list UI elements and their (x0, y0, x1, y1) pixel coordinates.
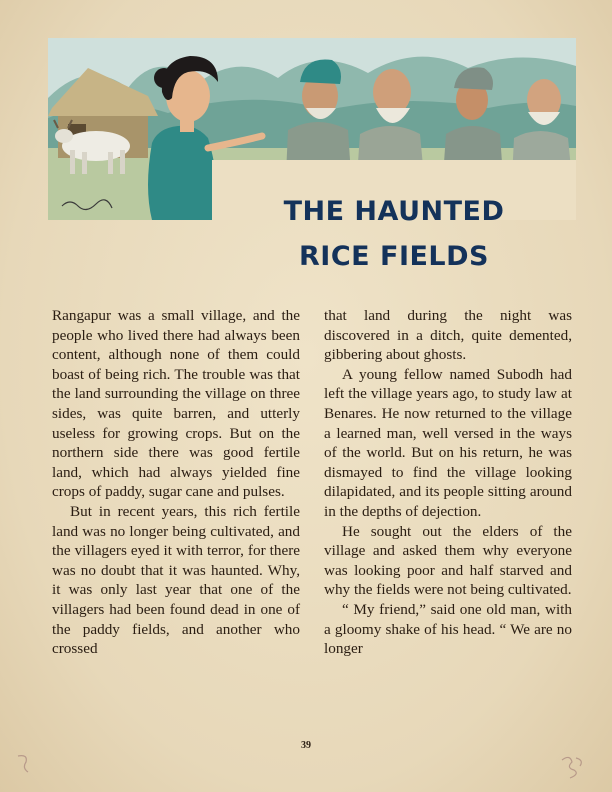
pencil-mark-icon (556, 752, 586, 782)
paragraph: A young fellow named Subodh had left the village years ago, to study law at Benares. He now returned to the village a learned man, well versed in the ways of the world. But on his return, he was dismayed to find the village looking dilapidated, and its people sitting around in the depths of dejection. (324, 365, 572, 520)
paragraph: He sought out the elders of the village and asked them why everyone was looking poor and half starved and why the fields were not being cultivated. (324, 522, 572, 599)
paragraph: But in recent years, this rich fertile land was no longer being cultivated, and the villagers eyed it with terror, for there was no doubt that it was haunted. Why, it was only last year that one of the villagers had been found dead in one of the paddy fields, and another who crossed (52, 502, 300, 658)
page-number: 39 (301, 740, 311, 751)
paragraph: that land during the night was discovered in a ditch, quite demented, gibbering about ghosts. (324, 307, 572, 364)
right-text-column (324, 306, 572, 659)
paragraph: “ My friend,” said one old man, with a gloomy shake of his head. “ We are no longer (324, 600, 572, 658)
story-title-line-1: THE HAUNTED (283, 196, 505, 227)
left-text-column (52, 306, 300, 659)
story-title-line-2: RICE FIELDS (299, 241, 489, 272)
pencil-mark-icon (14, 752, 34, 774)
paragraph: Rangapur was a small village, and the people who lived there had always been content, although none of them could boast of being rich. The trouble was that the land surrounding the village on three sides, was quite barren, and utterly useless for growing crops. But on the northern side there was good fertile land, which had always yielded fine crops of paddy, sugar cane and pulses. (52, 307, 300, 501)
